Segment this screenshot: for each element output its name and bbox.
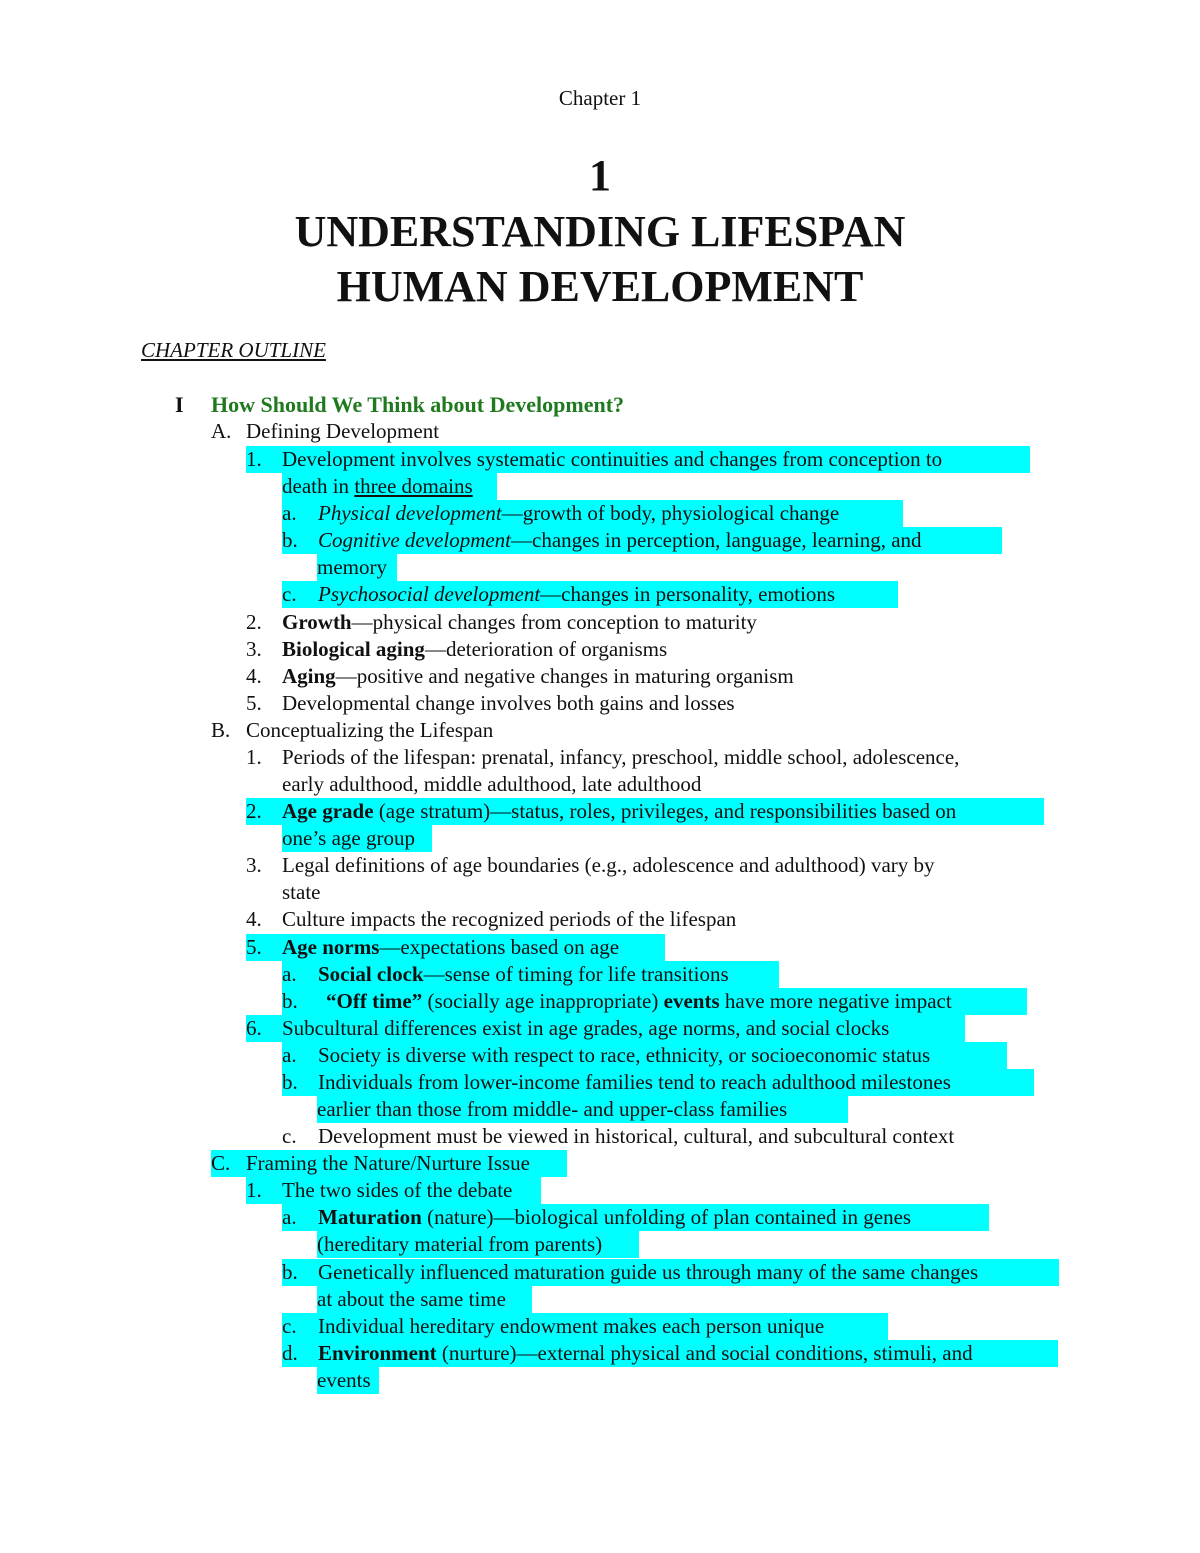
outline-item xyxy=(282,1313,888,1340)
outline-marker: 5. xyxy=(246,935,262,959)
outline-marker: b. xyxy=(282,1260,298,1284)
outline-marker: 3. xyxy=(246,637,262,661)
outline-item xyxy=(282,1340,1058,1367)
outline-item-continuation: earlier than those from middle- and upper-class families xyxy=(317,1096,848,1123)
outline-item-continuation: one’s age group xyxy=(282,825,432,852)
outline-marker: b. xyxy=(282,989,298,1013)
outline-item xyxy=(246,1015,965,1042)
outline-text: —expectations based on age xyxy=(379,935,620,959)
outline-item xyxy=(282,1042,1007,1069)
outline-item xyxy=(282,1123,954,1150)
outline-marker: C. xyxy=(211,1151,231,1175)
outline-item xyxy=(246,852,935,879)
outline-marker: a. xyxy=(282,501,297,525)
outline-item xyxy=(246,1177,541,1204)
outline-text: death in xyxy=(282,474,355,498)
outline-text: —physical changes from conception to maturity xyxy=(351,610,757,634)
outline-term: Physical development xyxy=(318,501,502,525)
outline-text: Periods of the lifespan: prenatal, infancy, preschool, middle school, adolescence, xyxy=(282,745,960,769)
outline-item xyxy=(246,906,736,933)
outline-marker: 1. xyxy=(246,745,262,769)
section-numeral: I xyxy=(175,392,184,417)
outline-term: Age norms xyxy=(282,935,380,959)
outline-item xyxy=(282,988,1027,1015)
outline-marker: 4. xyxy=(246,664,262,688)
outline-text: (age stratum)—status, roles, privileges, and responsibilities based on xyxy=(373,799,957,823)
outline-term: Social clock xyxy=(318,962,424,986)
outline-marker: a. xyxy=(282,962,297,986)
outline-item xyxy=(282,581,898,608)
outline-marker: 1. xyxy=(246,447,262,471)
outline-term: Environment xyxy=(318,1341,437,1365)
outline-text: (nurture)—external physical and social conditions, stimuli, and xyxy=(436,1341,973,1365)
outline-text: Legal definitions of age boundaries (e.g., adolescence and adulthood) vary by xyxy=(282,853,935,877)
outline-marker: 3. xyxy=(246,853,262,877)
outline-item xyxy=(282,1259,1059,1286)
outline-text: The two sides of the debate xyxy=(282,1178,513,1202)
outline-item xyxy=(246,690,735,717)
outline-marker: 1. xyxy=(246,1178,262,1202)
outline-marker: b. xyxy=(282,1070,298,1094)
outline-marker: c. xyxy=(282,582,297,606)
outline-term: Growth xyxy=(282,610,352,634)
outline-marker: B. xyxy=(211,718,231,742)
outline-item-continuation: events xyxy=(317,1367,379,1394)
outline-item xyxy=(282,1204,989,1231)
chapter-title xyxy=(0,204,1200,314)
outline-text: —deterioration of organisms xyxy=(424,637,668,661)
outline-term: Maturation xyxy=(318,1205,422,1229)
outline-item xyxy=(246,663,794,690)
outline-term: Biological aging xyxy=(282,637,425,661)
page-header: Chapter 1 xyxy=(558,86,642,110)
outline-term: “Off time” xyxy=(326,989,423,1013)
outline-subheading: Defining Development xyxy=(246,419,440,443)
outline-term: Age grade xyxy=(282,799,374,823)
outline-marker: d. xyxy=(282,1341,298,1365)
section-title: How Should We Think about Development? xyxy=(211,392,625,417)
outline-item-continuation: (hereditary material from parents) xyxy=(317,1231,639,1258)
outline-subheading xyxy=(211,1150,567,1177)
outline-marker: A. xyxy=(211,419,232,443)
outline-marker: 4. xyxy=(246,907,262,931)
outline-text: Framing the Nature/Nurture Issue xyxy=(246,1151,531,1175)
outline-text: Subcultural differences exist in age grades, age norms, and social clocks xyxy=(282,1016,890,1040)
outline-underlined-text: three domains xyxy=(354,474,473,498)
outline-text: Society is diverse with respect to race, ethnicity, or socioeconomic status xyxy=(318,1043,931,1067)
outline-text: Development must be viewed in historical, cultural, and subcultural context xyxy=(318,1124,955,1148)
outline-text: Individuals from lower-income families tend to reach adulthood milestones xyxy=(318,1070,951,1094)
outline-marker: c. xyxy=(282,1124,297,1148)
outline-marker: 2. xyxy=(246,610,262,634)
outline-text: Developmental change involves both gains and losses xyxy=(282,691,735,715)
outline-text: (nature)—biological unfolding of plan contained in genes xyxy=(421,1205,912,1229)
outline-item xyxy=(246,609,757,636)
outline-subheading: Conceptualizing the Lifespan xyxy=(246,718,494,742)
outline-marker: 6. xyxy=(246,1016,262,1040)
outline-text: —changes in personality, emotions xyxy=(540,582,836,606)
outline-text: —changes in perception, language, learning, and xyxy=(511,528,922,552)
outline-item-continuation: memory xyxy=(317,554,397,581)
outline-item-continuation: early adulthood, middle adulthood, late adulthood xyxy=(282,772,702,796)
outline-term: Cognitive development xyxy=(318,528,512,552)
outline-text: have more negative impact xyxy=(719,989,952,1013)
outline-item xyxy=(282,1069,1034,1096)
outline-text: Genetically influenced maturation guide us through many of the same changes xyxy=(318,1260,979,1284)
outline-text: Development involves systematic continuities and changes from conception to xyxy=(282,447,943,471)
outline-term: Psychosocial development xyxy=(318,582,541,606)
outline-marker: 2. xyxy=(246,799,262,823)
outline-item xyxy=(246,934,665,961)
outline-item xyxy=(246,636,667,663)
outline-text: (socially age inappropriate) xyxy=(422,989,664,1013)
outline-text: —growth of body, physiological change xyxy=(501,501,840,525)
outline-item xyxy=(282,961,779,988)
outline-text: —positive and negative changes in maturing organism xyxy=(335,664,794,688)
outline-heading: CHAPTER OUTLINE xyxy=(141,338,326,362)
chapter-title-line1: UNDERSTANDING LIFESPAN xyxy=(294,207,906,256)
outline-item-continuation xyxy=(282,473,497,500)
outline-item-continuation: state xyxy=(282,880,321,904)
outline-text: Culture impacts the recognized periods of the lifespan xyxy=(282,907,737,931)
outline-item xyxy=(246,798,1044,825)
outline-term: events xyxy=(663,989,720,1013)
chapter-number: 1 xyxy=(589,151,611,200)
outline-marker: c. xyxy=(282,1314,297,1338)
chapter-title-line2: HUMAN DEVELOPMENT xyxy=(336,262,864,311)
outline-item-continuation: at about the same time xyxy=(317,1286,532,1313)
outline-marker: b. xyxy=(282,528,298,552)
outline-item xyxy=(282,527,1002,554)
outline-item xyxy=(246,744,959,771)
outline-item xyxy=(282,500,903,527)
outline-item xyxy=(246,446,1030,473)
outline-term: Aging xyxy=(282,664,336,688)
outline-text: Individual hereditary endowment makes each person unique xyxy=(318,1314,825,1338)
outline-marker: a. xyxy=(282,1205,297,1229)
outline-text: —sense of timing for life transitions xyxy=(423,962,729,986)
outline-marker: a. xyxy=(282,1043,297,1067)
outline-marker: 5. xyxy=(246,691,262,715)
